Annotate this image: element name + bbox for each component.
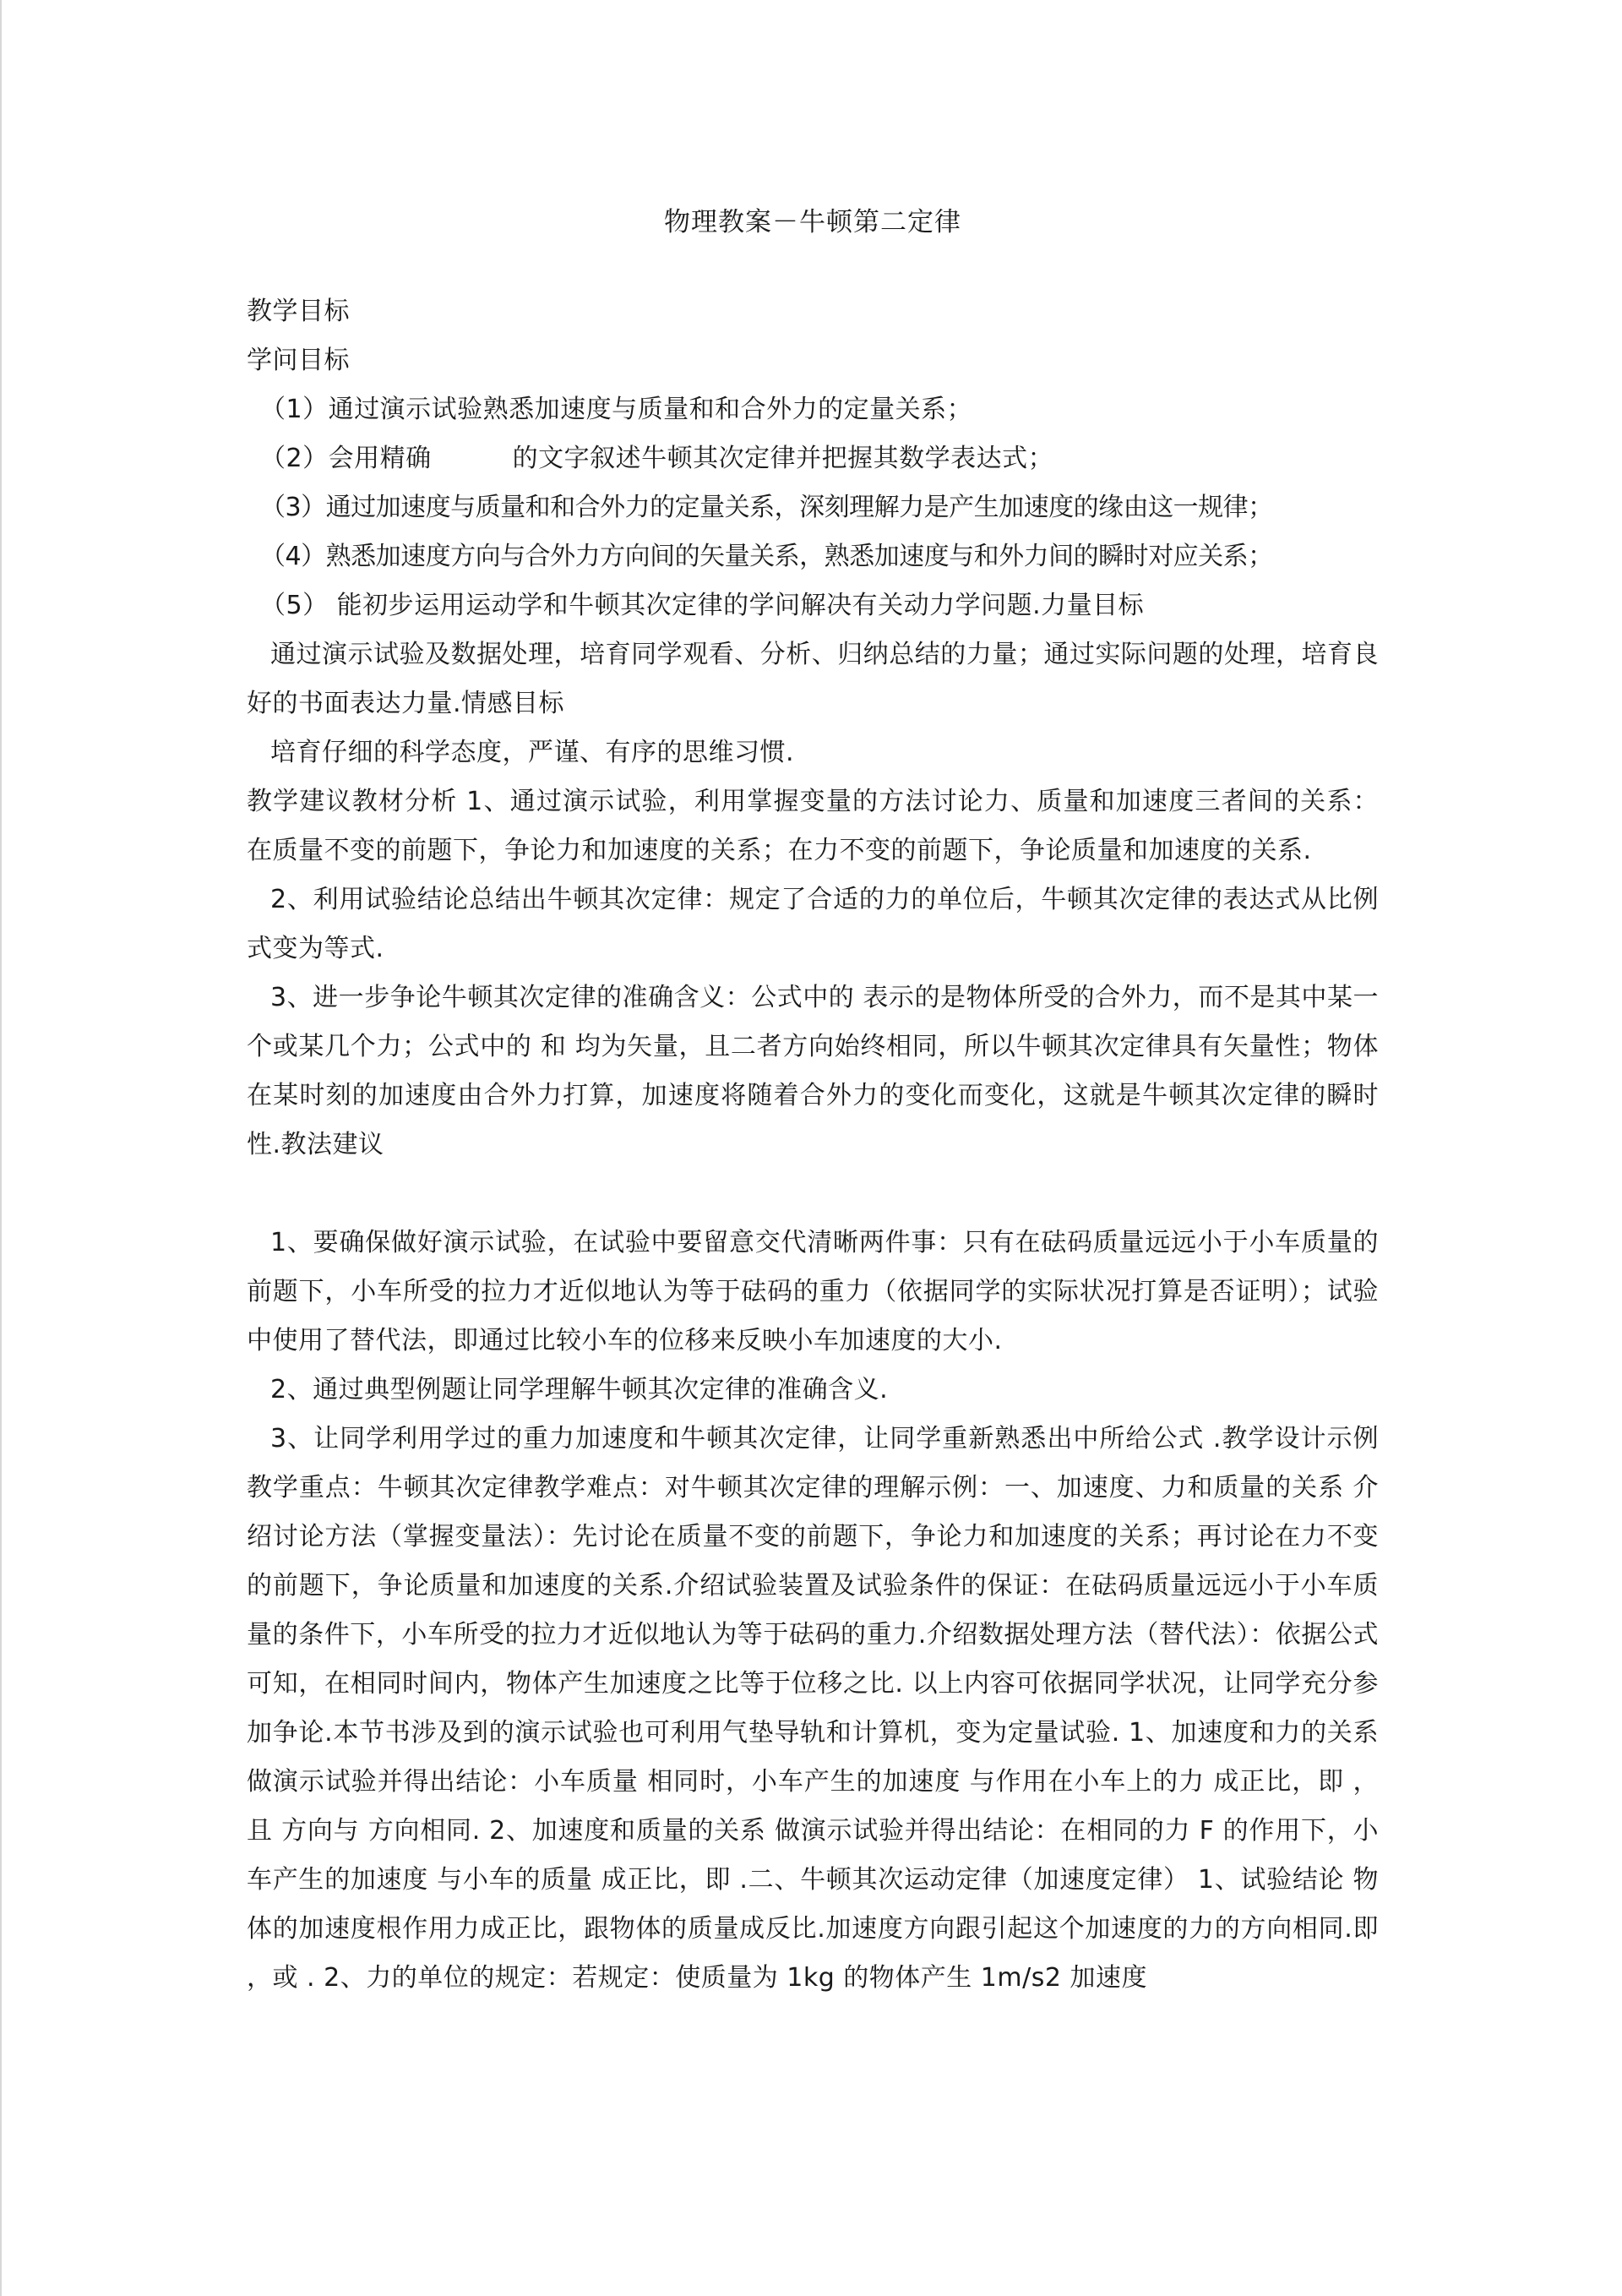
method-suggestion-3: 3、让同学利用学过的重力加速度和牛顿其次定律，让同学重新熟悉出中所给公式 .教学设计示例教学重点：牛顿其次定律教学难点：对牛顿其次定律的理解示例：一、加速度、力和质量的关系 介绍讨论方法（掌握变量法）：先讨论在质量不变的前题下，争论力和加速度的关系；再讨论在力不变的前题下，争论质量和加速度的关系.介绍试验装置及试验条件的保证：在砝码质量远远小于小车质量的条件下，小车所受的拉力才近似地认为等于砝码的重力.介绍数据处理方法（替代法）：依据公式 可知，在相同时间内，物体产生加速度之比等于位移之比. 以上内容可依据同学状况，让同学充分参加争论.本节书涉及到的演示试验也可利用气垫导轨和计算机，变为定量试验. 1、加速度和力的关系 做演示试验并得出结论：小车质量 相同时，小车产生的加速度 与作用在小车上的力 成正比，即 ，且 方向与 方向相同. 2、加速度和质量的关系 做演示试验并得出结论：在相同的力 F 的作用下，小车产生的加速度 与小车的质量 成正比，即 .二、牛顿其次运动定律（加速度定律） 1、试验结论 物体的加速度根作用力成正比，跟物体的质量成反比.加速度方向跟引起这个加速度的力的方向相同.即 ，或 . 2、力的单位的规定：若规定：使质量为 1kg 的物体产生 1m/s2 加速度 [247, 1424, 1379, 1993]
goal-item-2-start: （2）会用精确 [260, 444, 432, 473]
paragraph-gap [247, 1170, 1379, 1219]
heading-knowledge-goals: 学问目标 [247, 346, 350, 375]
document-content [247, 201, 1379, 2003]
document-title: 物理教案－牛顿第二定律 [664, 207, 961, 237]
goal-item-1: （1）通过演示试验熟悉加速度与质量和和合外力的定量关系； [260, 395, 973, 424]
goal-item-2 [247, 434, 1379, 483]
method-suggestion-2: 2、通过典型例题让同学理解牛顿其次定律的准确含义. [270, 1375, 889, 1404]
teaching-suggestion-3: 3、进一步争论牛顿其次定律的准确含义：公式中的 表示的是物体所受的合外力，而不是其中某一个或某几个力；公式中的 和 均为矢量，且二者方向始终相同，所以牛顿其次定律具有矢量性；物体在某时刻的加速度由合外力打算，加速度将随着合外力的变化而变化，这就是牛顿其次定律的瞬时性.教法建议 [247, 983, 1379, 1159]
heading-teaching-goals: 教学目标 [247, 297, 350, 326]
goal-item-3: （3）通过加速度与质量和和合外力的定量关系，深刻理解力是产生加速度的缘由这一规律； [260, 493, 1273, 522]
goal-item-5: （5） 能初步运用运动学和牛顿其次定律的学问解决有关动力学问题.力量目标 [260, 591, 1145, 620]
method-suggestion-1: 1、要确保做好演示试验，在试验中要留意交代清晰两件事：只有在砝码质量远远小于小车质量的前题下，小车所受的拉力才近似地认为等于砝码的重力（依据同学的实际状况打算是否证明）；试验中使用了替代法，即通过比较小车的位移来反映小车加速度的大小. [247, 1228, 1379, 1355]
teaching-suggestion-2: 2、利用试验结论总结出牛顿其次定律：规定了合适的力的单位后，牛顿其次定律的表达式从比例式变为等式. [247, 885, 1379, 963]
goal-item-4: （4）熟悉加速度方向与合外力方向间的矢量关系，熟悉加速度与和外力间的瞬时对应关系； [260, 542, 1273, 571]
goal-item-2-end: 的文字叙述牛顿其次定律并把握其数学表达式； [512, 444, 1054, 473]
ability-goals: 通过演示试验及数据处理，培育同学观看、分析、归纳总结的力量；通过实际问题的处理，培育良好的书面表达力量.情感目标 [247, 640, 1379, 718]
teaching-suggestion-1: 教学建议教材分析 1、通过演示试验，利用掌握变量的方法讨论力、质量和加速度三者间的关系：在质量不变的前题下，争论力和加速度的关系；在力不变的前题下，争论质量和加速度的关系. [247, 787, 1379, 865]
emotion-goals: 培育仔细的科学态度，严谨、有序的思维习惯. [270, 738, 795, 767]
